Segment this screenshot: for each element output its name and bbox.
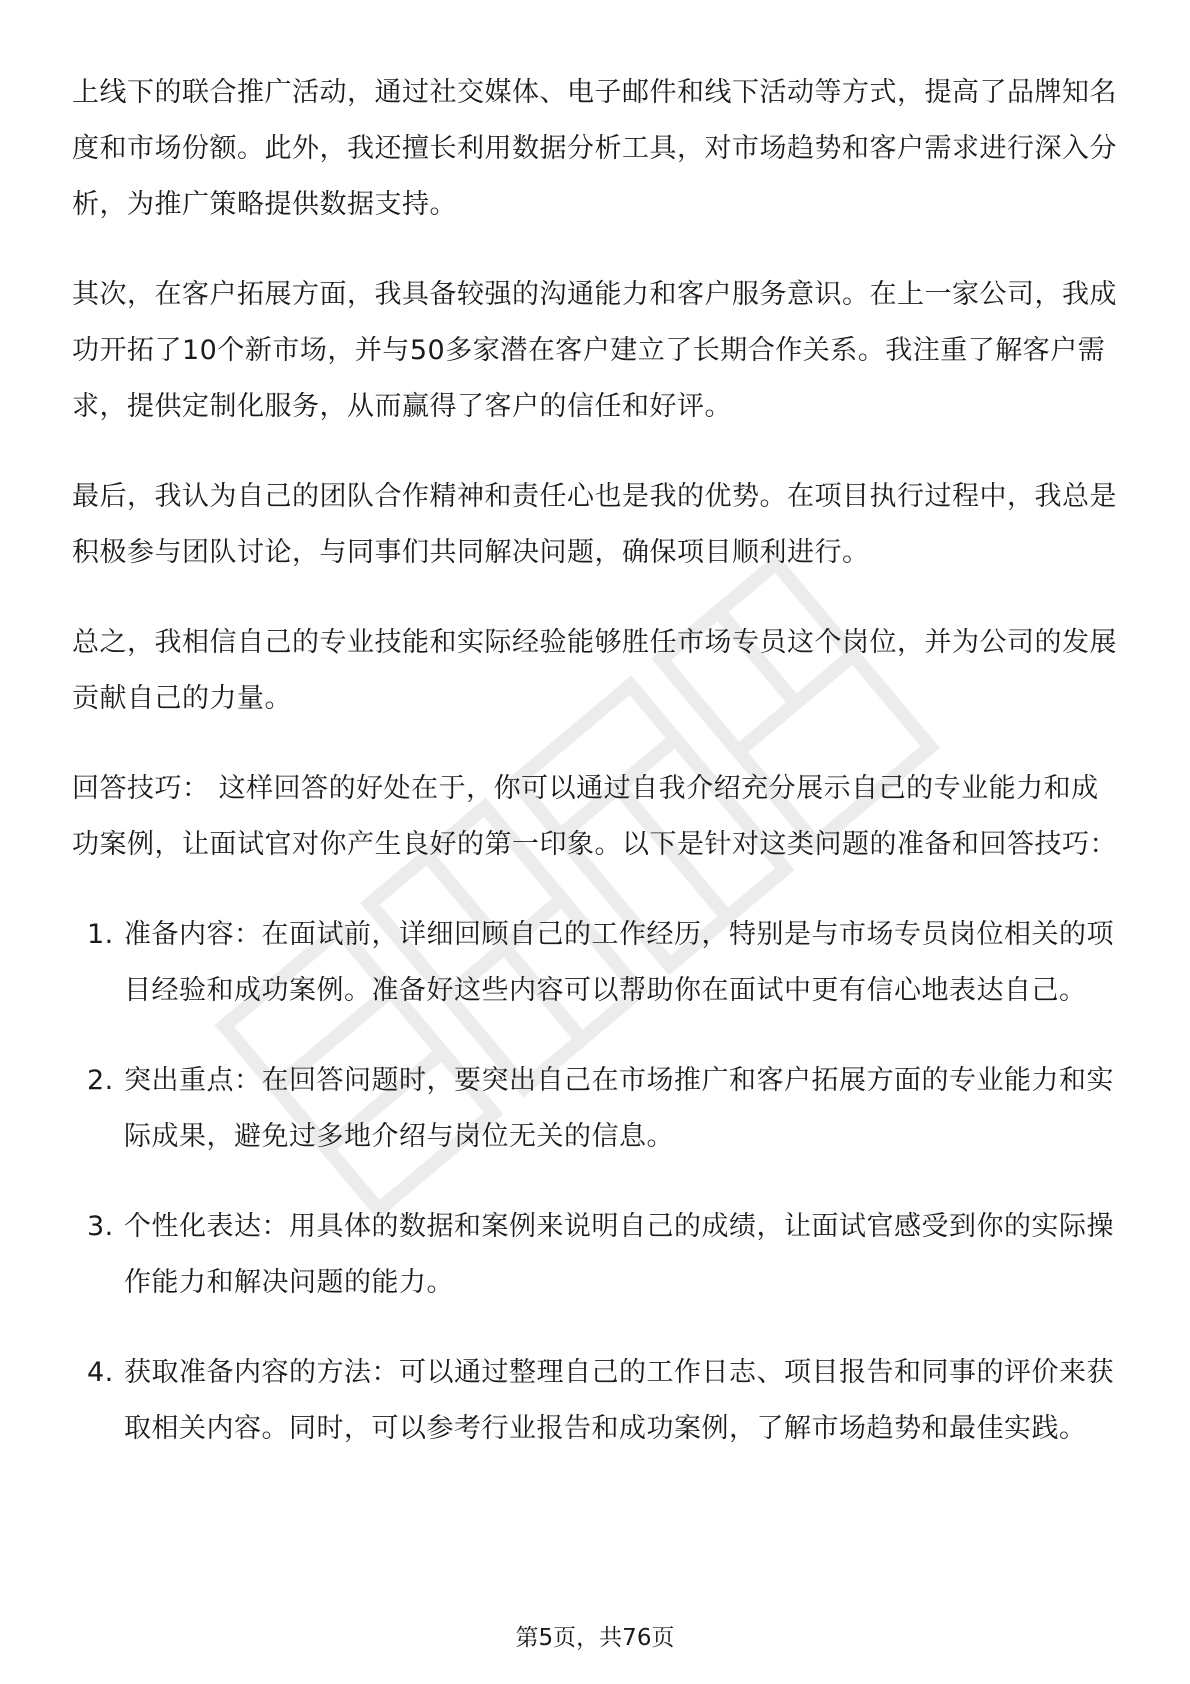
list-item-number: 1. [87,919,114,950]
list-item-text: 个性化表达：用具体的数据和案例来说明自己的成绩，让面试官感受到你的实际操作能力和解决问题的能力。 [124,1211,1114,1298]
list-item [72,1053,1124,1165]
paragraph-teamwork: 最后，我认为自己的团队合作精神和责任心也是我的优势。在项目执行过程中，我总是积极参与团队讨论，与同事们共同解决问题，确保项目顺利进行。 [72,481,1117,568]
paragraph-answer-tips: 回答技巧： 这样回答的好处在于，你可以通过自我介绍充分展示自己的专业能力和成功案例，让面试官对你产生良好的第一印象。以下是针对这类问题的准备和回答技巧： [72,773,1117,860]
list-item [72,1345,1124,1457]
list-item-text: 准备内容：在面试前，详细回顾自己的工作经历，特别是与市场专员岗位相关的项目经验和成功案例。准备好这些内容可以帮助你在面试中更有信心地表达自己。 [124,919,1114,1006]
list-item [72,907,1124,1019]
paragraph-customer-expansion: 其次，在客户拓展方面，我具备较强的沟通能力和客户服务意识。在上一家公司，我成功开拓了10个新市场，并与50多家潜在客户建立了长期合作关系。我注重了解客户需求，提供定制化服务，从而赢得了客户的信任和好评。 [72,279,1117,422]
list-item-text: 获取准备内容的方法：可以通过整理自己的工作日志、项目报告和同事的评价来获取相关内容。同时，可以参考行业报告和成功案例，了解市场趋势和最佳实践。 [124,1357,1114,1444]
list-item [72,1199,1124,1311]
paragraph-marketing-promotion: 上线下的联合推广活动，通过社交媒体、电子邮件和线下活动等方式，提高了品牌知名度和市场份额。此外，我还擅长利用数据分析工具，对市场趋势和客户需求进行深入分析，为推广策略提供数据支持。 [72,77,1117,220]
paragraph-conclusion: 总之，我相信自己的专业技能和实际经验能够胜任市场专员这个岗位，并为公司的发展贡献自己的力量。 [72,627,1117,714]
tips-list [72,907,1124,1457]
document-body [72,65,1124,1491]
page-number-footer: 第5页，共76页 [515,1625,675,1651]
list-item-number: 4. [87,1357,114,1388]
list-item-number: 3. [87,1211,114,1242]
list-item-text: 突出重点：在回答问题时，要突出自己在市场推广和客户拓展方面的专业能力和实际成果，避免过多地介绍与岗位无关的信息。 [124,1065,1114,1152]
list-item-number: 2. [87,1065,114,1096]
